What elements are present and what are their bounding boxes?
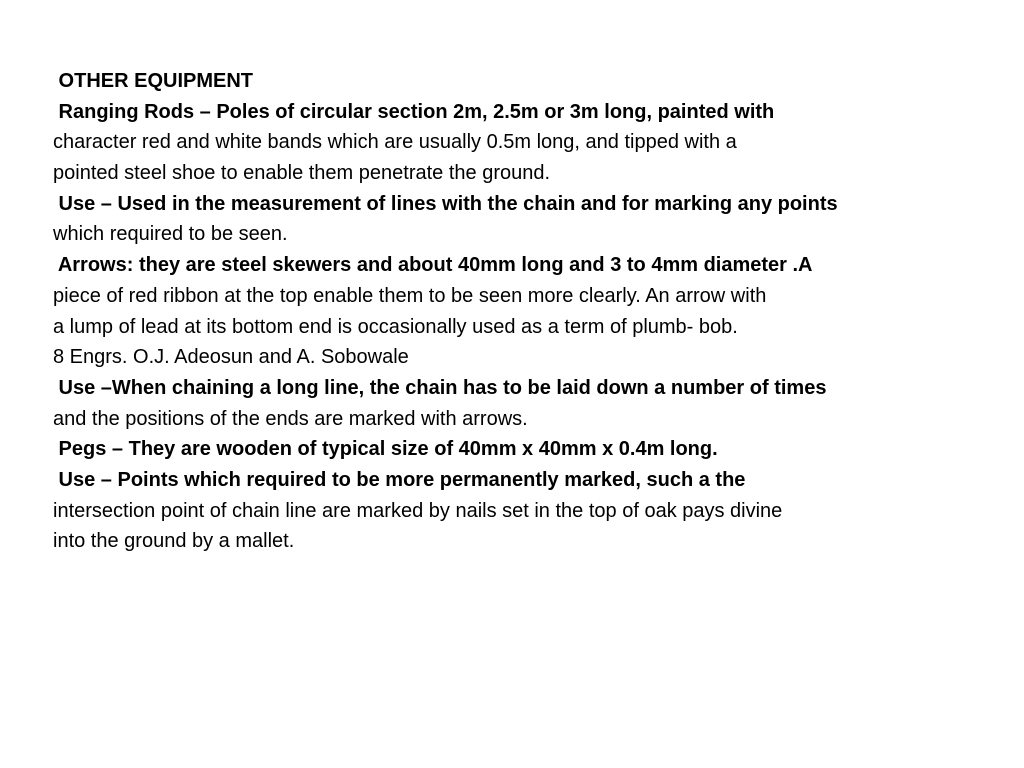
arrows-description-line-1: piece of red ribbon at the top enable them to be seen more clearly. An arrow with <box>53 284 767 307</box>
arrows-heading: Arrows: they are steel skewers and about 40mm long and 3 to 4mm diameter .A <box>53 254 813 277</box>
ranging-rods-description-line-1: character red and white bands which are usually 0.5m long, and tipped with a <box>53 131 737 154</box>
page-footer-authors: 8 Engrs. O.J. Adeosun and A. Sobowale <box>53 346 409 369</box>
ranging-rods-description-line-2: pointed steel shoe to enable them penetrate the ground. <box>53 162 551 185</box>
ranging-rods-use-heading: Use – Used in the measurement of lines with the chain and for marking any points <box>53 192 838 215</box>
pegs-use-heading: Use – Points which required to be more permanently marked, such a the <box>53 468 746 491</box>
arrows-description-line-2: a lump of lead at its bottom end is occasionally used as a term of plumb- bob. <box>53 315 738 338</box>
equipment-text-block <box>53 66 993 557</box>
pegs-use-description-line-2: into the ground by a mallet. <box>53 530 295 553</box>
pegs-use-description-line-1: intersection point of chain line are marked by nails set in the top of oak pays divine <box>53 499 783 522</box>
pegs-heading: Pegs – They are wooden of typical size of 40mm x 40mm x 0.4m long. <box>53 438 718 461</box>
ranging-rods-heading: Ranging Rods – Poles of circular section 2m, 2.5m or 3m long, painted with <box>53 100 775 123</box>
ranging-rods-use-description: which required to be seen. <box>53 223 288 246</box>
arrows-use-description: and the positions of the ends are marked with arrows. <box>53 407 528 430</box>
section-heading-other-equipment: OTHER EQUIPMENT <box>53 70 254 92</box>
arrows-use-heading: Use –When chaining a long line, the chain has to be laid down a number of times <box>53 376 827 399</box>
